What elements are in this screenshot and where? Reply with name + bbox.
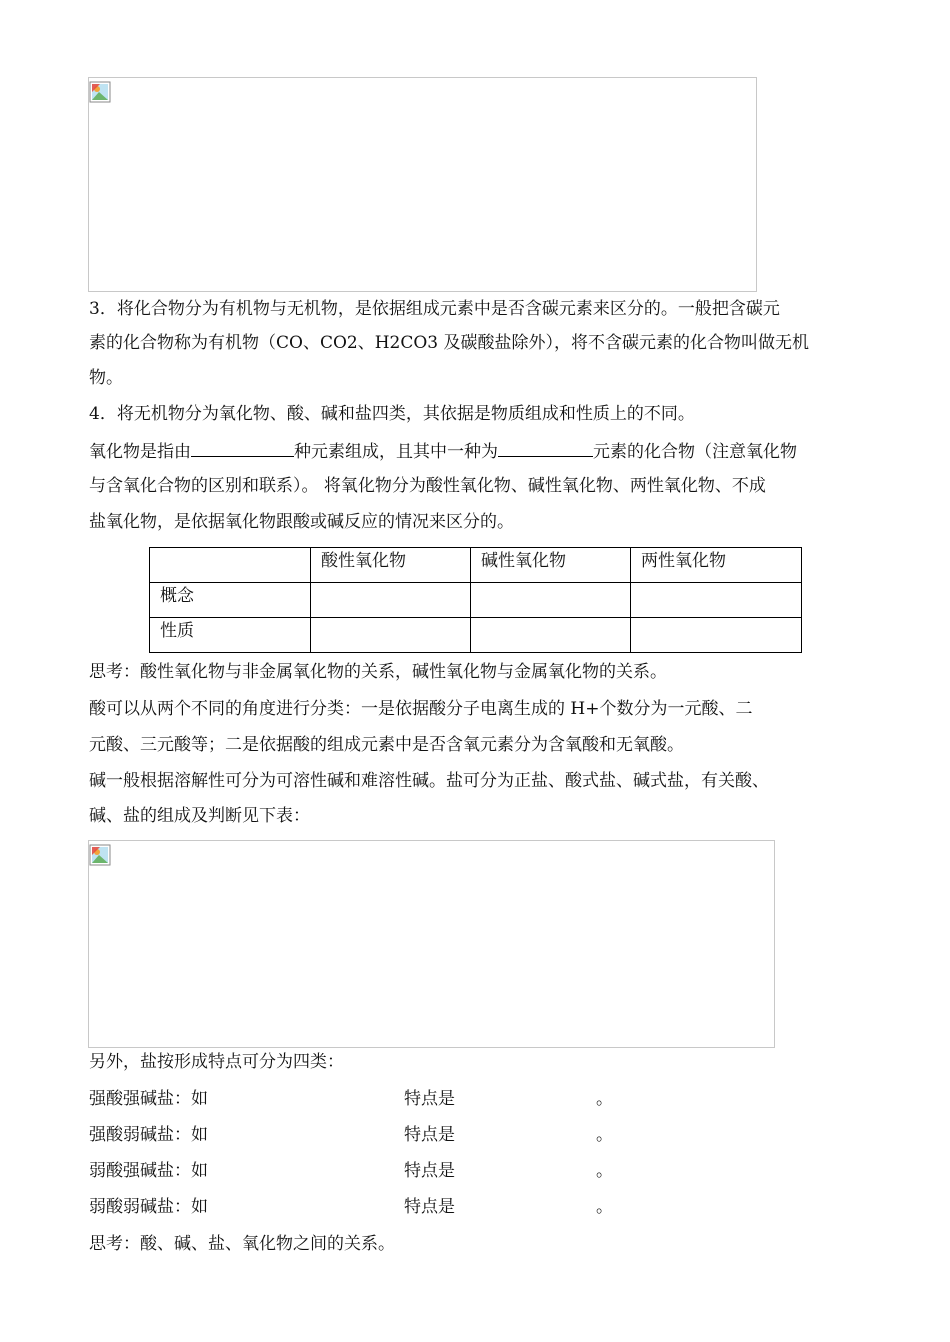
- salt-type-name: 强酸弱碱盐：如: [89, 1125, 208, 1145]
- table-cell[interactable]: [631, 583, 802, 618]
- table-header-cell: [150, 548, 311, 583]
- fill-blank-2[interactable]: [498, 438, 593, 457]
- salt-type-end: 。: [596, 1197, 613, 1217]
- think-1: 思考：酸性氧化物与非金属氧化物的关系，碱性氧化物与金属氧化物的关系。: [89, 662, 667, 682]
- table-header-row: [150, 548, 802, 583]
- acid-line-1: 酸可以从两个不同的角度进行分类：一是依据酸分子电离生成的 H+个数分为一元酸、二: [89, 699, 753, 719]
- table-header-cell: 酸性氧化物: [311, 548, 471, 583]
- salt-type-feature: 特点是: [404, 1197, 455, 1217]
- table-row: [150, 618, 802, 653]
- oxide-def-text-b: 种元素组成，且其中一种为: [294, 442, 498, 462]
- salt-type-feature: 特点是: [404, 1161, 455, 1181]
- table-row-label: 性质: [150, 618, 311, 653]
- paragraph-3-line-1: 3．将化合物分为有机物与无机物，是依据组成元素中是否含碳元素来区分的。一般把含碳元: [89, 299, 780, 319]
- table-cell[interactable]: [471, 583, 631, 618]
- salt-type-name: 弱酸弱碱盐：如: [89, 1197, 208, 1217]
- fill-blank-1[interactable]: [191, 438, 294, 457]
- paragraph-3-line-3: 物。: [89, 368, 123, 388]
- oxide-definition-line-2: 与含氧化合物的区别和联系）。 将氧化物分为酸性氧化物、碱性氧化物、两性氧化物、不成: [89, 476, 766, 496]
- table-cell[interactable]: [311, 618, 471, 653]
- salt-intro: 另外，盐按形成特点可分为四类：: [89, 1052, 344, 1072]
- table-header-cell: 碱性氧化物: [471, 548, 631, 583]
- think-2: 思考：酸、碱、盐、氧化物之间的关系。: [89, 1234, 395, 1254]
- salt-type-feature: 特点是: [404, 1089, 455, 1109]
- oxide-definition-line-1: [89, 438, 797, 464]
- table-cell[interactable]: [311, 583, 471, 618]
- table-row-label: 概念: [150, 583, 311, 618]
- salt-type-feature: 特点是: [404, 1125, 455, 1145]
- broken-image-icon: [89, 81, 111, 103]
- base-line-2: 碱、盐的组成及判断见下表：: [89, 806, 310, 826]
- oxide-table: [149, 547, 802, 653]
- salt-type-name: 弱酸强碱盐：如: [89, 1161, 208, 1181]
- oxide-def-text-a: 氧化物是指由: [89, 442, 191, 462]
- image-placeholder-table: [88, 840, 775, 1048]
- table-row: [150, 583, 802, 618]
- acid-line-2: 元酸、三元酸等；二是依据酸的组成元素中是否含氧元素分为含氧酸和无氧酸。: [89, 735, 684, 755]
- oxide-definition-line-3: 盐氧化物，是依据氧化物跟酸或碱反应的情况来区分的。: [89, 512, 514, 532]
- paragraph-4-line-1: 4．将无机物分为氧化物、酸、碱和盐四类，其依据是物质组成和性质上的不同。: [89, 404, 695, 424]
- table-cell[interactable]: [471, 618, 631, 653]
- salt-type-name: 强酸强碱盐：如: [89, 1089, 208, 1109]
- paragraph-3-line-2: 素的化合物称为有机物（CO、CO2、H2CO3 及碳酸盐除外），将不含碳元素的化合物叫做无机: [89, 333, 810, 353]
- table-header-cell: 两性氧化物: [631, 548, 802, 583]
- table-cell[interactable]: [631, 618, 802, 653]
- image-placeholder-top: [88, 77, 757, 292]
- broken-image-icon: [89, 844, 111, 866]
- salt-type-end: 。: [596, 1125, 613, 1145]
- base-line-1: 碱一般根据溶解性可分为可溶性碱和难溶性碱。盐可分为正盐、酸式盐、碱式盐，有关酸、: [89, 771, 769, 791]
- oxide-def-text-c: 元素的化合物（注意氧化物: [593, 442, 797, 462]
- salt-type-end: 。: [596, 1089, 613, 1109]
- salt-type-end: 。: [596, 1161, 613, 1181]
